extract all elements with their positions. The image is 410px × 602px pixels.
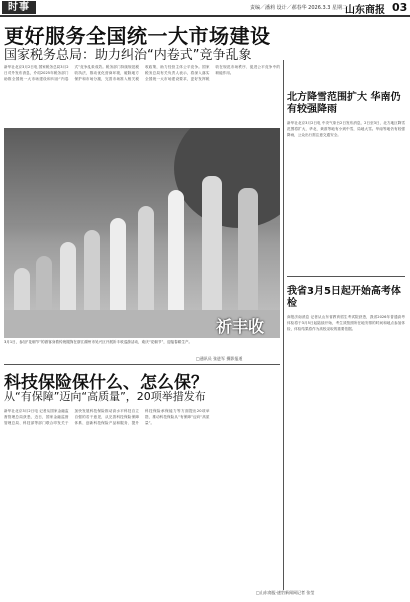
masthead-info: 责编／潘莉 设计／郝春华 2026.3.3 星期二 — [250, 5, 348, 11]
paper-name: 山东商报 — [345, 5, 385, 16]
photo-caption: 3月1日，参加“花朝节”的游客身着传统服饰在浙江湖州市吴兴区开展祈丰收巡游活动，欢庆“花朝节”，迎接春耕生产。 — [4, 340, 193, 344]
sidebar-divider — [287, 276, 405, 277]
second-body: 新华社北京3月2日电 记者从国家金融监督管理总局获悉，近日，国家金融监督管理总局、科技部等部门联合印发关于加快发展科技保险推动高水平科技自立自强的若干意见，从完善科技保险保障体系、创新科技保险产品和服务、提升科技保险承保能力等方面提出20项举措，推动科技保险从“有保障”迈向“高质量”。 — [4, 409, 210, 426]
footer-credit: □山东商报·速豹新闻网记者 张莹 — [256, 590, 315, 595]
second-subheadline: 从“有保障”迈向“高质量”，20项举措发布 — [4, 390, 206, 403]
second-headline: 科技保险保什么、怎么保？ — [4, 373, 208, 393]
photo-overlay-text: 祈丰收 — [216, 317, 265, 336]
column-divider — [283, 60, 284, 590]
news-photo — [4, 128, 280, 338]
section-tag: 时事 — [2, 1, 36, 14]
sidebar-body-exam: 商报济南消息 记者从山东省教育招生考试院获悉，我省2026年普通高考体检将于3月5日起陆续开始，考生须按照所在地安排的时间和地点参加体检，体检结果将作为高校录取的重要依据。 — [287, 315, 405, 332]
sidebar-headline-weather: 北方降雪范围扩大 华南仍有较强降雨 — [287, 92, 401, 115]
lead-subheadline: 国家税务总局：助力纠治“内卷式”竞争乱象 — [4, 48, 252, 63]
page-number: 03 — [392, 1, 408, 14]
sidebar-headline-exam: 我省3月5日起开始高考体检 — [287, 286, 401, 309]
sidebar-body-weather: 新华社北京3月2日电 中央气象台2日发布消息，2日至3日，北方地区降雪范围将扩大，华北、黄淮等地有小到中雪，局地大雪。华南等地仍有较强降雨，公众出行需注意交通安全。 — [287, 121, 405, 138]
lead-headline: 更好服务全国统一大市场建设 — [4, 24, 271, 48]
section-divider — [4, 364, 280, 365]
photo-credit: □通讯员 张进军 摄影报道 — [196, 356, 243, 361]
masthead — [0, 0, 410, 17]
lead-body: 新华社北京3月2日电 国家税务总局3月2日对外发布消息，介绍2025年税务部门助推全国统一大市场建设和纠治“内卷式”竞争乱象成效。税务部门持续规范税收执法，推动优化营商环境，破除地方保护和市场分割，完善市场准入相关税收政策，助力经营主体公平竞争。国家税务总局有关负责人表示，将深入落实全国统一大市场建设要求，更好发挥税收在规范市场秩序、促进公平竞争中的职能作用。 — [4, 65, 280, 82]
